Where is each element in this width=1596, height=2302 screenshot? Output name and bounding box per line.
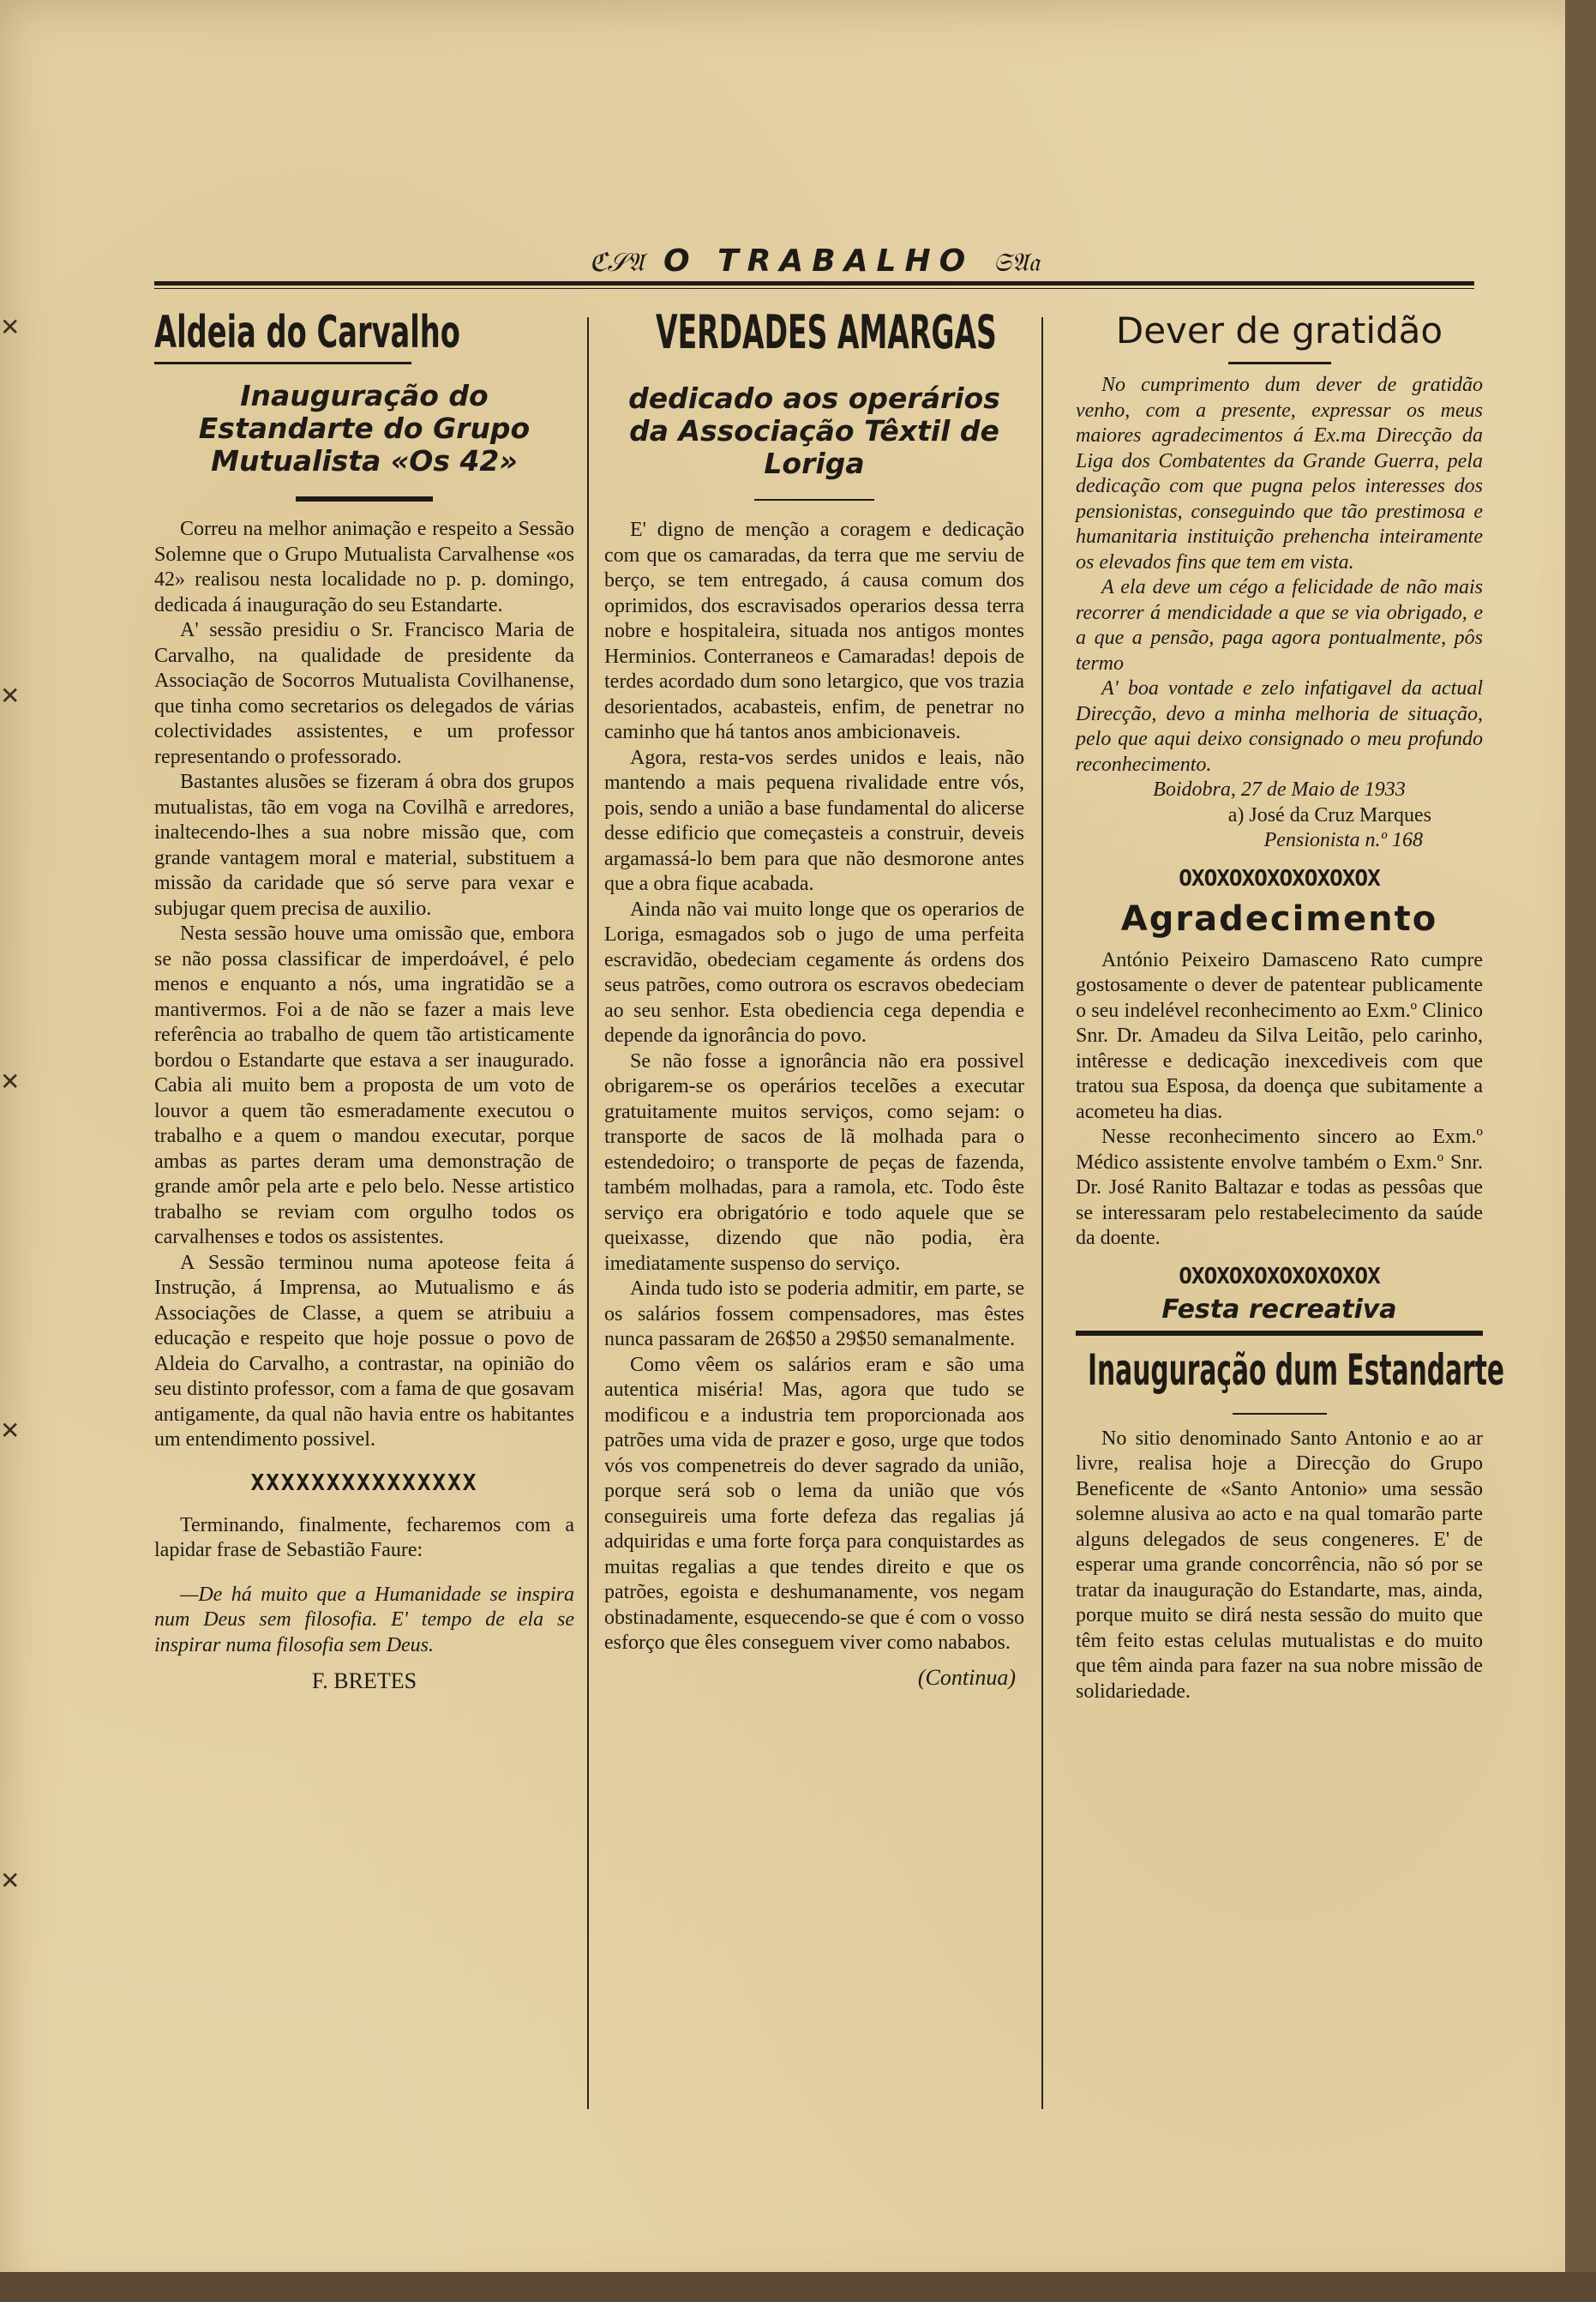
masthead-rule xyxy=(154,288,1474,289)
paragraph: Ainda tudo isto se poderia admitir, em parte, se os salários fossem compensadores, mas êstes nunca passaram de 26$50 a 29$50 semanalmente. xyxy=(604,1277,1024,1350)
column-three xyxy=(1076,309,1505,1704)
headline: VERDADES AMARGAS xyxy=(656,305,997,359)
chain-divider: OXOXOXOXOXOXOXOX xyxy=(1179,865,1380,892)
continua-note: (Continua) xyxy=(917,1664,1016,1690)
binding-hole: ✕ xyxy=(0,1868,21,1895)
subheadline: dedicado aos operários da Associação Têxtil de Loriga xyxy=(628,382,1000,480)
paragraph: Nesta sessão houve uma omissão que, embora se não possa classificar de imperdoável, é pelo menos e enquanto a nós, uma ingratidão se a mantivermos. Foi a de não se fazer a mais leve referência ao trabalho de quem tão artisticamente bordou o Estandarte que estava a ser inaugurado. Cabia ali muito bem a proposta de um voto de louvor a quem tão esmeradamente executou o trabalho e a quem o mandou executar, porque ambas as partes deram uma demonstração de grande amôr pela arte e pelo belo. Nesse artistico trabalho se reviam com orgulho todos os carvalhenses e todos os assistentes. xyxy=(154,923,574,1248)
headline-dever-de-gratidao: Dever de gratidão xyxy=(1115,310,1443,352)
headline: Aldeia do Carvalho xyxy=(154,307,460,358)
paragraph: A ela deve um cégo a felicidade de não mais recorrer á mendicidade a que se via obrigado, e a que a pensão, paga agora pontualmente, pôs termo xyxy=(1076,576,1483,675)
paragraph: Ainda não vai muito longe que os operarios de Loriga, esmagados sob o jugo de uma perfeita escravidão, obedeciam cegamente ás ordens dos seus patrões, como outrora os escravos obedeciam ao seu senhor. Esta obediencia cega dependia e depende da ignorância do povo. xyxy=(604,898,1024,1047)
section-rule xyxy=(1233,1413,1327,1415)
section-rule xyxy=(754,499,874,501)
paragraph: No sitio denominado Santo Antonio e ao ar livre, realisa hoje a Direcção do Grupo Beneficente de «Santo Antonio» uma sessão solemne alusiva ao acto e na qual tomarão parte alguns delegados de seus congeneres. E' de esperar uma grande concorrência, não só por se tratar da inauguração do Estandarte, mas, ainda, porque muito se dirá nesta sessão do muito que têm feito estas celulas mutualistas e do muito que têm ainda para fazer na sua nobre missão de solidariedade. xyxy=(1076,1427,1483,1703)
ornament-left-icon: ℭ𝒮𝔄 xyxy=(589,248,645,278)
paragraph: Correu na melhor animação e respeito a Sessão Solemne que o Grupo Mutualista Carvalhense «os 42» realisou nesta localidade no p. p. domingo, dedicada á inauguração do seu Estandarte. xyxy=(154,518,574,616)
paragraph: Agora, resta-vos serdes unidos e leais, não mantendo a mais pequena rivalidade entre vós, pois, sendo a união a base fundamental do alicerse desse edificio que começasteis a construir, deveis argamassá-lo bem para que não desmorone antes que a obra fique acabada. xyxy=(604,746,1024,895)
section-rule xyxy=(296,496,433,502)
masthead-rule xyxy=(154,281,1474,285)
paragraph: A' sessão presidiu o Sr. Francisco Maria de Carvalho, na qualidade de presidente da Associação de Socorros Mutualista Covilhanense, que tinha como secretarios os delegados de várias colectividades assistentes, e um professor representando o professorado. xyxy=(154,619,574,768)
page-edge xyxy=(0,2272,1596,2302)
kicker-festa-recreativa: Festa recreativa xyxy=(1076,1295,1483,1336)
paragraph: No cumprimento dum dever de gratidão venho, com a presente, expressar os meus maiores agradecimentos á Ex.ma Direcção da Liga dos Combatentes da Grande Guerra, pela dedicação com que pugna pelos interesses dos pensionistas, conseguindo que tão prestimosa e humanitaria instituição prehencha inteiramente os elevados fins que tem em vista. xyxy=(1076,374,1483,574)
chain-divider: OXOXOXOXOXOXOXOX xyxy=(1179,1263,1380,1289)
binding-hole: ✕ xyxy=(0,315,21,341)
paragraph: A' boa vontade e zelo infatigavel da actual Direcção, devo a minha melhoria de situação, pelo que aqui deixo consignado o meu profundo reconhecimento. xyxy=(1076,677,1483,776)
paragraph: Se não fosse a ignorância não era possivel obrigarem-se os operários tecelões a executar gratuitamente muitos serviços, como sejam: o transporte de sacos de lã molhada para o estendedoiro; o transporte de peças de fazenda, também molhadas, para a ramola, etc. Todo êste serviço era obrigatório e todo aquele que se queixasse, dizendo que não podia, èra imediatamente suspenso do serviço. xyxy=(604,1049,1024,1275)
headline-agradecimento: Agradecimento xyxy=(1120,899,1438,939)
paragraph: António Peixeiro Damasceno Rato cumpre gostosamente o dever de patentear publicamente o seu indelével reconhecimento ao Exm.º Clinico Snr. Dr. Amadeu da Silva Leitão, pelo carinho, intêresse e dedicação inexcediveis com que tratou sua Esposa, da doença que subitamente a acometeu ha dias. xyxy=(1076,948,1483,1123)
closing-paragraph: Terminando, finalmente, fecharemos com a lapidar frase de Sebastião Faure: xyxy=(154,1513,574,1561)
ornamental-divider: XXXXXXXXXXXXXXX xyxy=(250,1470,478,1496)
masthead xyxy=(154,238,1474,290)
binding-hole: ✕ xyxy=(0,1418,21,1445)
binding-hole: ✕ xyxy=(0,683,21,710)
paragraph: Como vêem os salários eram e são uma autentica miséria! Mas, agora que tudo se modificou e a industria tem proporcionada aos patrões uma vida de prazer e goso, urge que todos vós vos compenetreis do dever sagrado da união, porque será sob o lema da união que vós conseguireis uma forte defeza das regalias já adquiridas e uma forte força para conquistardes as muitas regalias a que tendes direito e que os patrões, egoista e deshumanamente, vos negam obstinadamente, esquecendo-se que é com o vosso esforço que êles conseguem viver como nababos. xyxy=(604,1353,1024,1654)
paragraph: E' digno de menção a coragem e dedicação com que os camaradas, da terra que me serviu de berço, se tem entregado, á causa comum dos oprimidos, dos escravisados operarios dessa terra nobre e hospitaleira, situada nos antigos montes Herminios. Conterraneos e Camaradas! depois de terdes acordado dum sono letargico, que vos trazia desorientados, acabasteis, enfim, de penetrar no caminho que há tantos anos ambicionaveis. xyxy=(604,519,1024,743)
author-signature: F. BRETES xyxy=(311,1668,417,1693)
binding-hole: ✕ xyxy=(0,1069,21,1096)
column-divider xyxy=(587,317,589,2109)
column-divider xyxy=(1041,317,1043,2109)
section-rule xyxy=(1228,362,1331,364)
paragraph: A Sessão terminou numa apoteose feita á Instrução, á Imprensa, ao Mutualismo e ás Associações de Classe, a quem se atribuiu a educação e respeito que hoje possue o povo de Aldeia do Carvalho, a contrastar, na opinião do seu distinto professor, com a fama de que gosavam antigamente, da qual não havia entre os habitantes um entendimento possivel. xyxy=(154,1251,574,1451)
paragraph: Bastantes alusões se fizeram á obra dos grupos mutualistas, tão em voga na Covilhã e arredores, inaltecendo-lhes a sua nobre missão que, com grande vantagem moral e material, substituem a missão da caridade que só serve para vexar e subjugar quem precisa de auxilio. xyxy=(154,771,574,920)
ornament-right-icon: 𝔖𝔄𝔞 xyxy=(993,248,1040,278)
newspaper-name: O TRABALHO xyxy=(663,243,975,279)
paragraph: Nesse reconhecimento sincero ao Exm.º Médico assistente envolve também o Exm.º Snr. Dr. José Ranito Baltazar e todas as pessôas que se interessaram pelo restabelecimento da saúde da doente. xyxy=(1076,1126,1483,1249)
headline-inauguracao: Inauguração dum Estandarte xyxy=(1088,1344,1505,1395)
pension-number: Pensionista n.º 168 xyxy=(1263,829,1423,851)
letter-date: Boidobra, 27 de Maio de 1933 xyxy=(1153,778,1406,801)
letter-signature: a) José da Cruz Marques xyxy=(1227,803,1431,826)
subheadline: Inauguração do Estandarte do Grupo Mutualista «Os 42» xyxy=(198,379,531,478)
masthead-title xyxy=(154,243,1474,279)
quote: —De há muito que a Humanidade se inspira num Deus sem filosofia. E' tempo de ela se inspirar numa filosofia sem Deus. xyxy=(154,1583,574,1656)
article-verdades-amargas xyxy=(604,305,1024,1691)
page-edge xyxy=(1565,0,1596,2302)
article-aldeia-do-carvalho xyxy=(154,309,574,1694)
